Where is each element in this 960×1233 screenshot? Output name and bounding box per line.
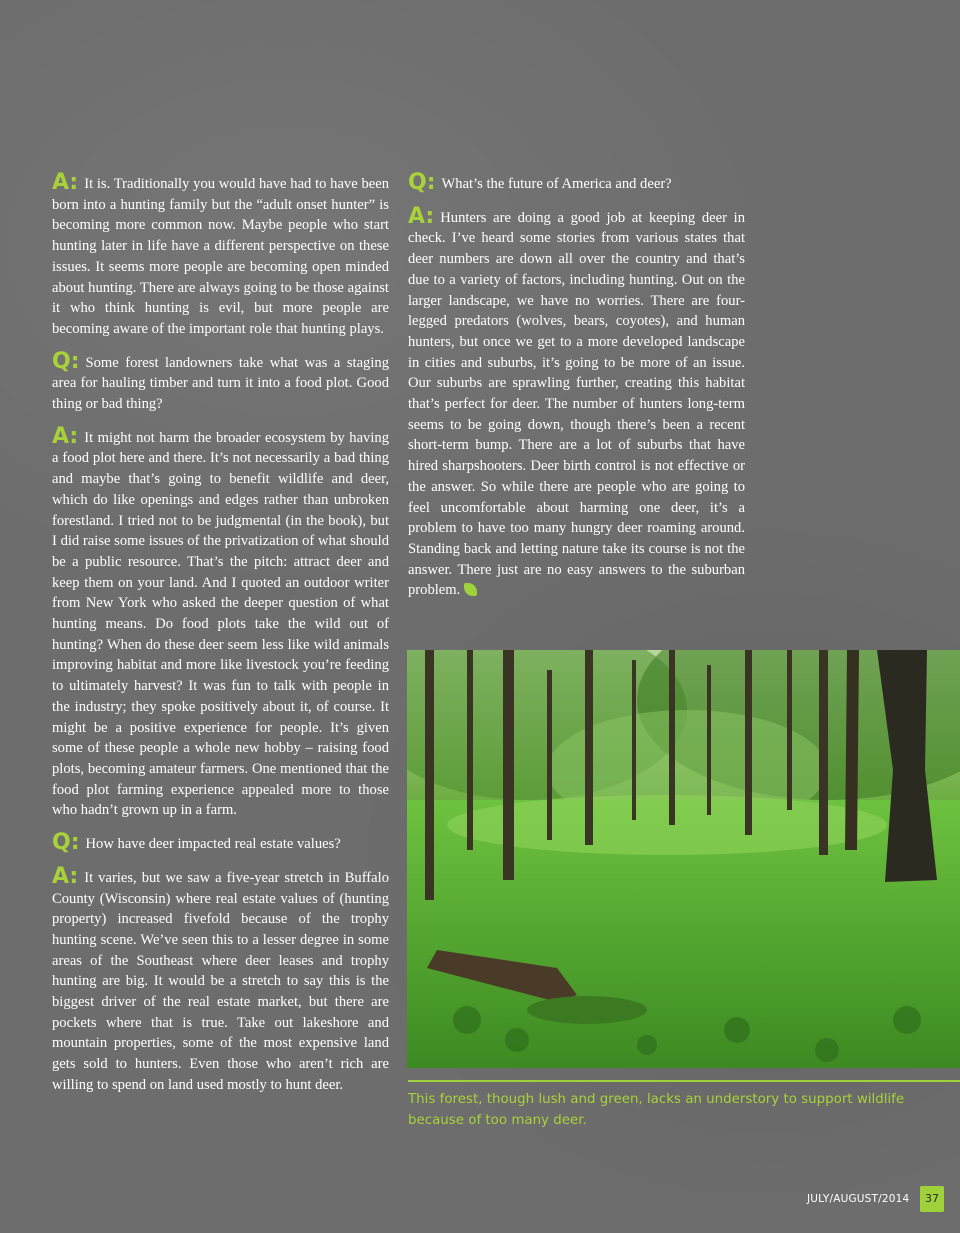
right-column (408, 172, 745, 612)
answer-text: It varies, but we saw a five-year stretch in Buffalo County (Wisconsin) where real estate values of (hunting property) increased fivefold because of the trophy hunting scene. We’ve seen this to a lesser degree in some areas of the Southeast where deer leases and trophy hunting are big. It would be a stretch to say this is the biggest driver of the real estate market, but there are pockets where that is true. Take out lakeshore and mountain properties, some of the most expensive land gets sold to hunters. Even those who aren’t rich are willing to spend on land used mostly to hunt deer. (52, 869, 389, 1093)
answer-paragraph (52, 423, 389, 821)
question-label: Q: (408, 170, 436, 195)
question-paragraph (52, 348, 389, 415)
forest-photo (407, 650, 960, 1068)
answer-label: A: (52, 863, 79, 889)
answer-label: A: (408, 203, 435, 229)
answer-text: It is. Traditionally you would have had to have been born into a hunting family but the “adult onset hunter” is becoming more common now. Maybe people who start hunting later in life have a different perspective on these issues. It seems more people are becoming open minded about hunting. There are always going to be those against it who think hunting is evil, but more people are becoming aware of the important role that hunting plays. (52, 176, 389, 337)
question-text: What’s the future of America and deer? (441, 176, 672, 192)
photo-caption: This forest, though lush and green, lacks an understory to support wildlife because of too many deer. (408, 1092, 905, 1128)
caption-rule (408, 1080, 960, 1082)
question-label: Q: (52, 348, 80, 374)
leaf-icon (464, 583, 477, 596)
answer-label: A: (52, 423, 79, 449)
question-paragraph (408, 172, 745, 195)
left-column (52, 172, 389, 1107)
question-paragraph (52, 832, 389, 855)
answer-paragraph (52, 863, 389, 1096)
page-number: 37 (920, 1186, 944, 1212)
question-text: How have deer impacted real estate values? (85, 836, 341, 853)
issue-date: JULY/AUGUST/2014 (807, 1193, 910, 1205)
answer-paragraph (52, 172, 389, 340)
question-text: Some forest landowners take what was a staging area for hauling timber and turn it into a food plot. Good thing or bad thing? (52, 354, 389, 413)
answer-paragraph (408, 203, 745, 601)
answer-text: It might not harm the broader ecosystem by having a food plot here and there. It’s not necessarily a bad thing and maybe that’s going to benefit wildlife and deer, which do like openings and edges rather than unbroken forestland. I tried not to be judgmental (in the book), but I did raise some issues of the privatization of what should be a public resource. That’s the pitch: attract deer and keep them on your land. And I quoted an outdoor writer from New York who asked the deeper question of what hunting means. Do food plots take the wild out of hunting? When do these deer seem less like wild animals improving habitat and more like livestock you’re feeding to ultimately harvest? It was fun to talk with people in the industry; they spoke positively about it, of course. It might be a positive experience for people. It’s given some of these people a whole new hobby – raising food plots, becoming amateur farmers. One mentioned that the food plot farming experience appealed more to those who hadn’t grown up in a farm. (52, 429, 389, 819)
answer-text: Hunters are doing a good job at keeping deer in check. I’ve heard some stories from various states that deer numbers are down all over the country and that’s due to a variety of factors, including hunting. Out on the larger landscape, we have no worries. There are four-legged predators (wolves, bears, coyotes), and human hunters, but once we get to a more developed landscape in cities and suburbs, it’s going to be more of an issue. Our suburbs are sprawling further, creating this habitat that’s perfect for deer. The number of hunters long-term seems to be going down, though there’s been a recent short-term bump. There are a lot of suburbs that have hired sharpshooters. Deer birth control is not effective or the answer. So while there are people who are going to feel uncomfortable about harming one deer, it’s a problem to have too many hungry deer roaming around. Standing back and letting nature take its course is not the answer. There just are no easy answers to the suburban problem. (408, 209, 745, 599)
answer-label: A: (52, 170, 79, 195)
question-label: Q: (52, 830, 80, 856)
